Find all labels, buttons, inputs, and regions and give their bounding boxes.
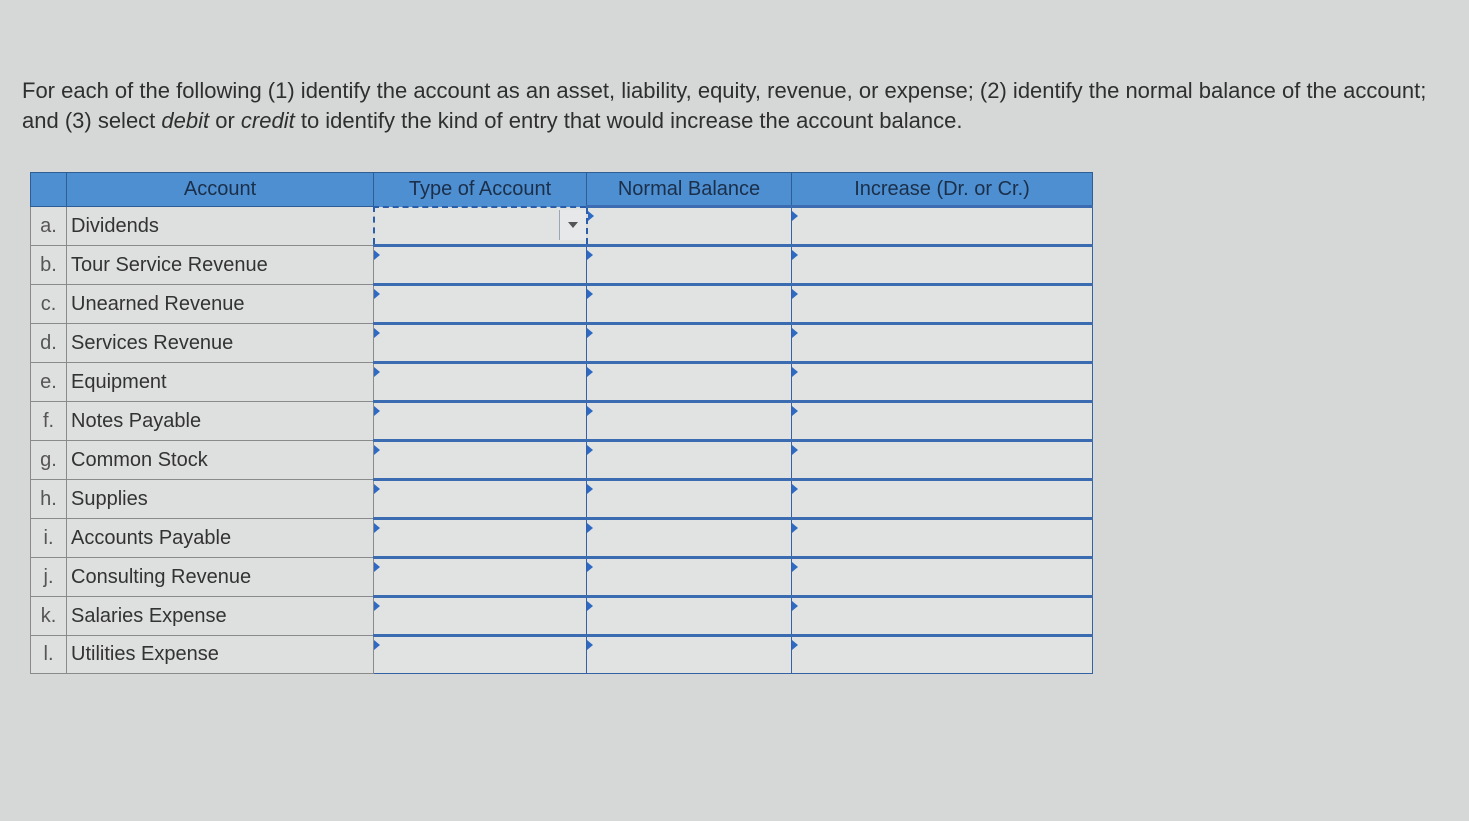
row-account-name: Salaries Expense (67, 597, 374, 636)
chevron-down-icon[interactable] (559, 210, 586, 240)
triangle-right-icon (792, 250, 798, 260)
triangle-right-icon (374, 484, 380, 494)
type-of-account-select[interactable] (374, 324, 587, 363)
normal-balance-select[interactable] (587, 363, 792, 402)
table-row (31, 636, 1093, 674)
header-increase: Increase (Dr. or Cr.) (792, 173, 1093, 207)
type-of-account-select[interactable] (374, 402, 587, 441)
triangle-right-icon (587, 601, 593, 611)
table-row (31, 597, 1093, 636)
triangle-right-icon (587, 562, 593, 572)
row-account-name: Unearned Revenue (67, 285, 374, 324)
type-of-account-select[interactable] (374, 246, 587, 285)
type-of-account-select[interactable] (374, 519, 587, 558)
increase-select[interactable] (792, 324, 1093, 363)
increase-select[interactable] (792, 246, 1093, 285)
normal-balance-select[interactable] (587, 597, 792, 636)
header-type-of-account: Type of Account (374, 173, 587, 207)
triangle-right-icon (587, 367, 593, 377)
type-of-account-select[interactable] (374, 207, 587, 246)
triangle-right-icon (374, 328, 380, 338)
instructions-part2: to identify the kind of entry that would increase the account balance. (294, 108, 963, 133)
increase-select[interactable] (792, 636, 1093, 674)
increase-select[interactable] (792, 480, 1093, 519)
triangle-right-icon (587, 289, 593, 299)
row-letter: d. (31, 324, 67, 363)
triangle-right-icon (587, 523, 593, 533)
row-letter: b. (31, 246, 67, 285)
triangle-right-icon (587, 484, 593, 494)
row-letter: l. (31, 636, 67, 674)
increase-select[interactable] (792, 207, 1093, 246)
increase-select[interactable] (792, 597, 1093, 636)
triangle-right-icon (792, 445, 798, 455)
table-row (31, 441, 1093, 480)
increase-select[interactable] (792, 558, 1093, 597)
row-account-name: Accounts Payable (67, 519, 374, 558)
type-of-account-select[interactable] (374, 480, 587, 519)
row-letter: f. (31, 402, 67, 441)
increase-select[interactable] (792, 285, 1093, 324)
type-of-account-select[interactable] (374, 558, 587, 597)
table-row (31, 324, 1093, 363)
table-row (31, 207, 1093, 246)
type-of-account-select[interactable] (374, 285, 587, 324)
header-normal-balance: Normal Balance (587, 173, 792, 207)
increase-select[interactable] (792, 519, 1093, 558)
type-of-account-select[interactable] (374, 597, 587, 636)
row-account-name: Supplies (67, 480, 374, 519)
triangle-right-icon (374, 250, 380, 260)
row-letter: e. (31, 363, 67, 402)
row-letter: j. (31, 558, 67, 597)
header-account: Account (67, 173, 374, 207)
row-account-name: Common Stock (67, 441, 374, 480)
row-account-name: Utilities Expense (67, 636, 374, 674)
row-account-name: Tour Service Revenue (67, 246, 374, 285)
table-row (31, 285, 1093, 324)
row-letter: a. (31, 207, 67, 246)
triangle-right-icon (374, 406, 380, 416)
instructions-credit: credit (240, 108, 295, 133)
triangle-right-icon (792, 484, 798, 494)
row-account-name: Equipment (67, 363, 374, 402)
triangle-right-icon (374, 289, 380, 299)
instructions-part1: For each of the following (1) identify the account as an asset, liability, equity, revenue, or expense; (2) identify the normal balance of the account; and (3) select (22, 78, 1427, 133)
triangle-right-icon (792, 523, 798, 533)
triangle-right-icon (374, 367, 380, 377)
triangle-right-icon (374, 445, 380, 455)
triangle-right-icon (587, 250, 593, 260)
table-row (31, 519, 1093, 558)
row-account-name: Dividends (67, 207, 374, 246)
type-of-account-select[interactable] (374, 636, 587, 674)
triangle-right-icon (587, 328, 593, 338)
normal-balance-select[interactable] (587, 207, 792, 246)
row-letter: c. (31, 285, 67, 324)
instructions-or: or (209, 108, 241, 133)
triangle-right-icon (792, 289, 798, 299)
table-row (31, 246, 1093, 285)
table-row (31, 363, 1093, 402)
triangle-right-icon (792, 406, 798, 416)
table-row (31, 480, 1093, 519)
row-letter: k. (31, 597, 67, 636)
normal-balance-select[interactable] (587, 519, 792, 558)
table-body (31, 207, 1093, 674)
row-account-name: Services Revenue (67, 324, 374, 363)
increase-select[interactable] (792, 402, 1093, 441)
triangle-right-icon (792, 367, 798, 377)
triangle-right-icon (587, 640, 593, 650)
table-header-row (31, 173, 1093, 207)
triangle-right-icon (792, 640, 798, 650)
row-letter: g. (31, 441, 67, 480)
triangle-right-icon (374, 640, 380, 650)
triangle-right-icon (792, 328, 798, 338)
accounts-table-wrapper (30, 172, 1092, 674)
triangle-right-icon (374, 523, 380, 533)
row-account-name: Consulting Revenue (67, 558, 374, 597)
type-of-account-select[interactable] (374, 441, 587, 480)
normal-balance-select[interactable] (587, 636, 792, 674)
increase-select[interactable] (792, 363, 1093, 402)
table-row (31, 558, 1093, 597)
triangle-right-icon (587, 406, 593, 416)
accounts-table (30, 172, 1093, 674)
type-of-account-select[interactable] (374, 363, 587, 402)
increase-select[interactable] (792, 441, 1093, 480)
triangle-right-icon (792, 562, 798, 572)
triangle-right-icon (588, 211, 594, 221)
instructions-debit: debit (161, 108, 210, 133)
triangle-right-icon (374, 601, 380, 611)
triangle-right-icon (374, 562, 380, 572)
normal-balance-select[interactable] (587, 558, 792, 597)
normal-balance-select[interactable] (587, 480, 792, 519)
row-account-name: Notes Payable (67, 402, 374, 441)
triangle-right-icon (587, 445, 593, 455)
header-letter (31, 173, 67, 207)
normal-balance-select[interactable] (587, 441, 792, 480)
table-row (31, 402, 1093, 441)
normal-balance-select[interactable] (587, 246, 792, 285)
normal-balance-select[interactable] (587, 285, 792, 324)
normal-balance-select[interactable] (587, 402, 792, 441)
row-letter: h. (31, 480, 67, 519)
triangle-right-icon (792, 601, 798, 611)
row-letter: i. (31, 519, 67, 558)
normal-balance-select[interactable] (587, 324, 792, 363)
instructions-text (22, 76, 1442, 136)
triangle-right-icon (792, 211, 798, 221)
